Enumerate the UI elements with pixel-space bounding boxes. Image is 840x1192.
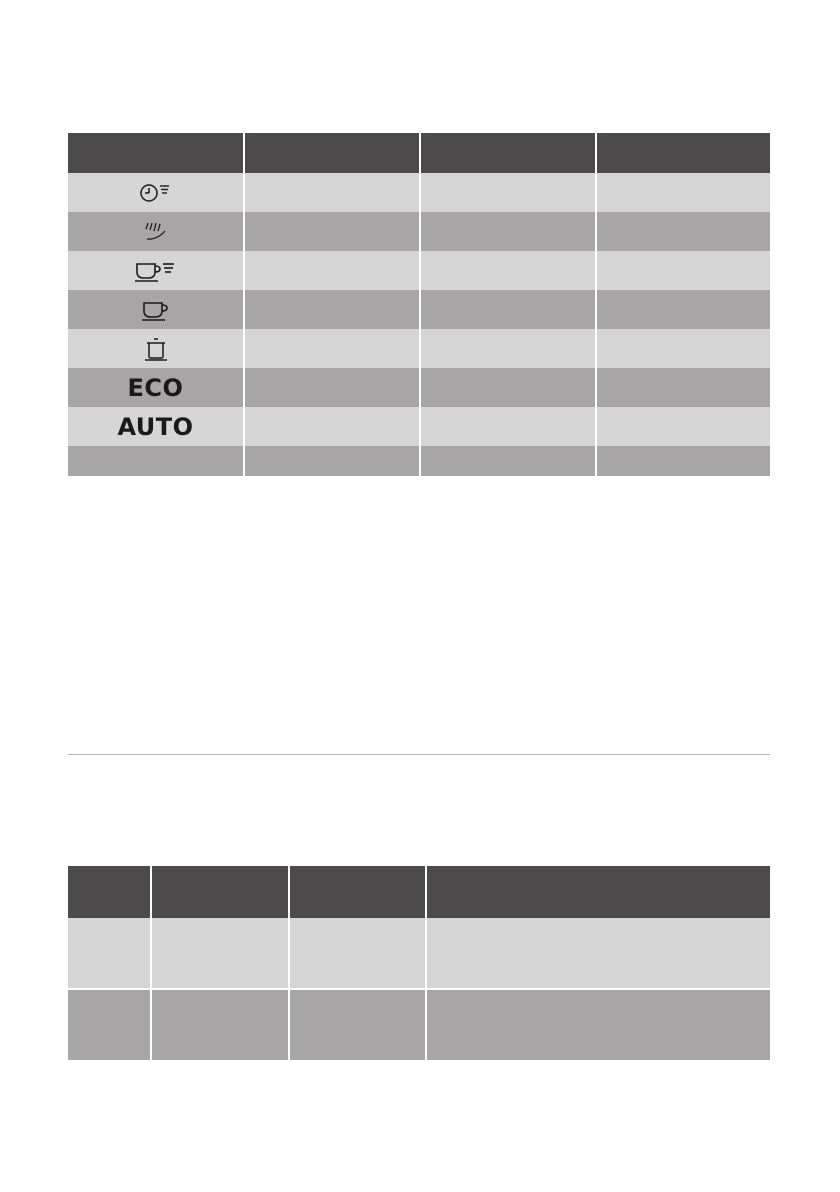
- table-row: [68, 290, 770, 329]
- cup-lines-icon: [134, 259, 178, 283]
- table-row: [68, 368, 770, 407]
- header-cell: [244, 133, 420, 173]
- table-row: [68, 173, 770, 212]
- rinse-spray-icon: [142, 220, 170, 244]
- icon-cell: [68, 368, 244, 407]
- table-header-row: [68, 866, 770, 918]
- table-row: [68, 329, 770, 368]
- icon-cell: [68, 212, 244, 251]
- header-cell: [289, 866, 426, 918]
- icon-cell: [68, 173, 244, 212]
- icon-cell: [68, 329, 244, 368]
- header-cell: [151, 866, 289, 918]
- header-cell: [68, 133, 244, 173]
- header-cell: [68, 866, 151, 918]
- header-cell: [596, 133, 770, 173]
- icon-cell: [68, 290, 244, 329]
- header-cell: [426, 866, 770, 918]
- clock-lines-icon: [139, 182, 173, 204]
- section-divider: [68, 754, 770, 755]
- header-cell: [420, 133, 596, 173]
- programme-table: [68, 133, 770, 476]
- table-header-row: [68, 133, 770, 173]
- eco-label-icon: ECO: [127, 373, 184, 402]
- icon-cell: [68, 407, 244, 446]
- table-row: [68, 918, 770, 989]
- auto-label-icon: AUTO: [117, 412, 194, 441]
- cup-icon: [140, 298, 172, 322]
- pot-icon: [143, 336, 169, 362]
- table-row: [68, 446, 770, 476]
- table-row: [68, 407, 770, 446]
- second-table: [68, 866, 770, 1060]
- icon-cell: [68, 251, 244, 290]
- table-row: [68, 989, 770, 1060]
- table-row: [68, 251, 770, 290]
- table-row: [68, 212, 770, 251]
